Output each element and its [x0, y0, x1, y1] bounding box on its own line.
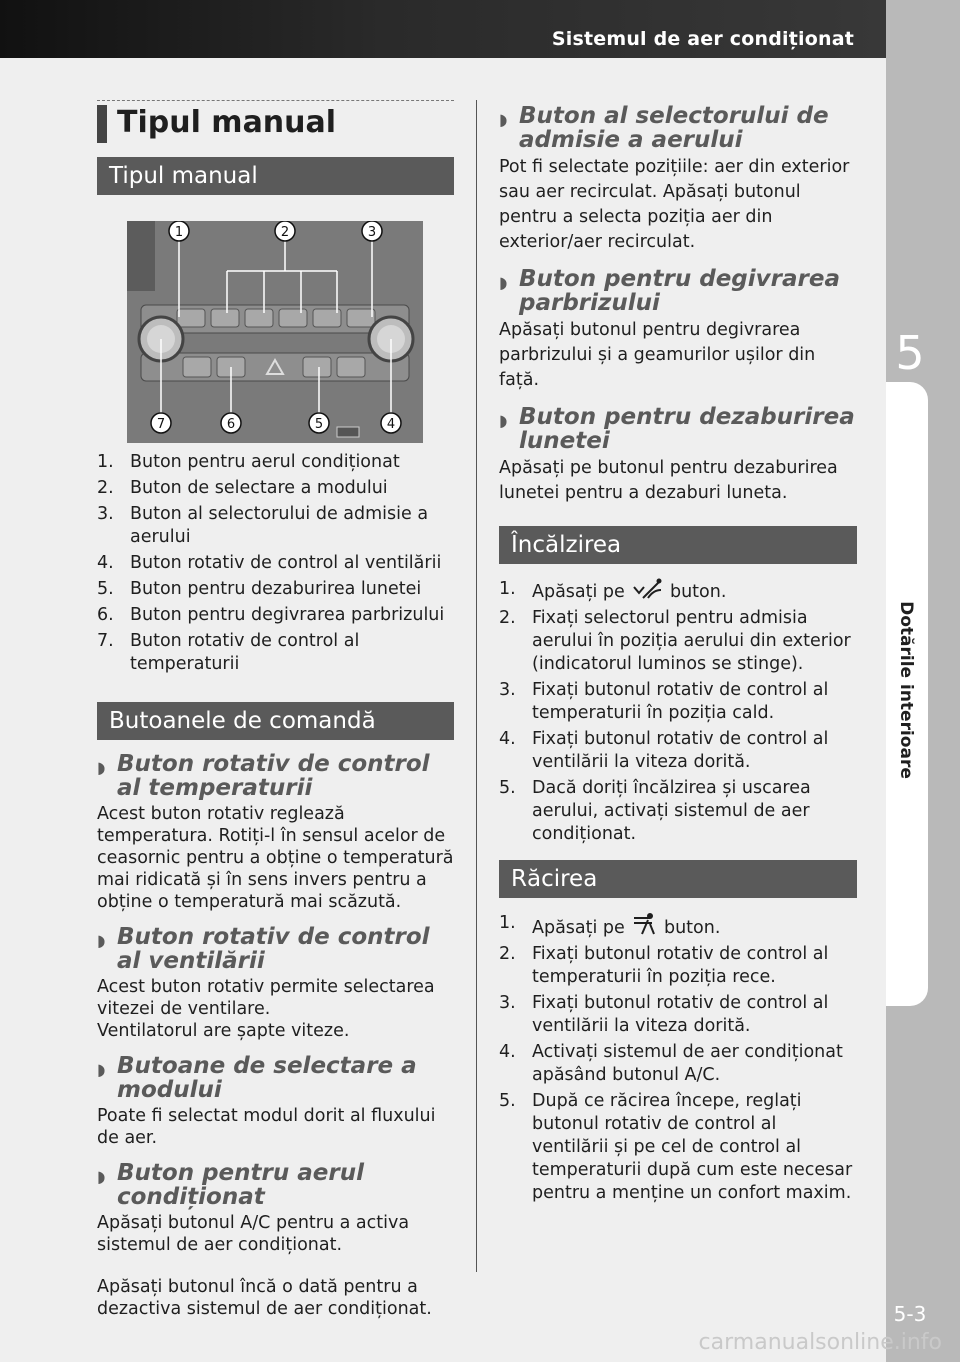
list-item: 5. Buton pentru dezaburirea lunetei: [97, 579, 422, 599]
cooling-steps: [499, 912, 857, 1205]
subsection-mode-buttons: ◗ Butoane de selectare a modului: [97, 1053, 417, 1103]
paragraph: Ventilatorul are șapte viteze.: [97, 1021, 350, 1041]
paragraph: Acest buton rotativ permite selectarea vitezei de ventilare.: [97, 977, 435, 1019]
list-item: 2. Buton de selectare a modului: [97, 478, 388, 498]
list-item: 1. Apăsați pe buton.: [499, 913, 721, 938]
callout-4: 4: [386, 417, 396, 432]
heating-steps: [499, 578, 857, 846]
column-divider: [476, 100, 477, 1272]
subsection-windshield-defrost: ◗ Buton pentru degivrarea parbrizului: [499, 266, 840, 316]
watermark: carmanualsonline.info: [698, 1330, 942, 1355]
section-band-manual-type: Tipul manual: [97, 157, 454, 195]
chevron-right-icon: ◗: [499, 273, 508, 292]
list-item: 1. Apăsați pe buton.: [499, 579, 727, 602]
paragraph: Apăsați butonul încă o dată pentru a dezactiva sistemul de aer condiționat.: [97, 1277, 432, 1319]
callout-3: 3: [367, 225, 377, 240]
list-item: 7. Buton rotativ de control al temperaturii: [97, 631, 360, 674]
subsection-fan-dial: ◗ Buton rotativ de control al ventilării: [97, 924, 430, 974]
section-band-heating: Încălzirea: [499, 526, 857, 564]
subsection-air-intake: ◗ Buton al selectorului de admisie a aerului: [499, 103, 829, 153]
paragraph: Acest buton rotativ reglează temperatura. Rotiți-l în sensul acelor de ceasornic pentru a obține o temperatură mai ridicată și în sens invers pentru a obține o temperatură mai scăzută.: [97, 804, 454, 912]
list-item: 3. Fixați butonul rotativ de control al temperaturii în poziția cald.: [499, 680, 829, 723]
subsection-rear-defogger: ◗ Buton pentru dezaburirea lunetei: [499, 404, 855, 454]
header-title: Sistemul de aer condiționat: [551, 28, 854, 50]
subsection-temperature-dial: ◗ Buton rotativ de control al temperaturii: [97, 751, 430, 801]
left-column: [97, 100, 454, 1320]
title-bar-decoration: [97, 105, 107, 143]
paragraph: Apăsați butonul pentru degivrarea parbrizului și a geamurilor ușilor din față.: [499, 320, 816, 390]
chevron-right-icon: ◗: [499, 110, 508, 129]
list-item: 2. Fixați butonul rotativ de control al temperaturii în poziția rece.: [499, 944, 829, 987]
section-band-controls: Butoanele de comandă: [97, 702, 454, 740]
paragraph: Apăsați pe butonul pentru dezaburirea lunetei pentru a dezaburi luneta.: [499, 458, 838, 503]
footwell-airflow-icon: [630, 578, 664, 600]
callout-7: 7: [156, 417, 166, 432]
paragraph: Pot fi selectate pozițiile: aer din exterior sau aer recirculat. Apăsați butonul pentru a selecta poziția aer din exterior/aer recirculat.: [499, 157, 850, 252]
chapter-label: Dotările interioare: [896, 601, 916, 779]
list-item: 3. Buton al selectorului de admisie a aerului: [97, 504, 429, 547]
chevron-right-icon: ◗: [97, 931, 106, 950]
list-item: 4. Activați sistemul de aer condiționat apăsând butonul A/C.: [499, 1042, 843, 1085]
chevron-right-icon: ◗: [97, 1167, 106, 1186]
callout-5: 5: [314, 417, 324, 432]
callout-6: 6: [226, 417, 236, 432]
paragraph: Poate fi selectat modul dorit al fluxului de aer.: [97, 1106, 436, 1148]
main-title-text: Tipul manual: [117, 105, 337, 140]
callout-2: 2: [280, 225, 290, 240]
list-item: 4. Buton rotativ de control al ventilării: [97, 553, 442, 573]
page-header: [0, 0, 960, 58]
paragraph: Apăsați butonul A/C pentru a activa sistemul de aer condiționat.: [97, 1213, 410, 1255]
callout-1: 1: [174, 225, 184, 240]
chevron-right-icon: ◗: [97, 758, 106, 777]
list-item: 1. Buton pentru aerul condiționat: [97, 452, 400, 472]
face-airflow-icon: [630, 912, 658, 936]
list-item: 4. Fixați butonul rotativ de control al ventilării la viteza dorită.: [499, 729, 829, 772]
list-item: 2. Fixați selectorul pentru admisia aerului în poziția aerului din exterior (indicatorul luminos se stinge).: [499, 608, 851, 674]
right-column: [499, 102, 857, 1208]
climate-panel-illustration: [127, 221, 423, 443]
climate-control-panel-figure: [127, 221, 423, 443]
chapter-number: 5: [895, 326, 925, 380]
chevron-right-icon: ◗: [499, 411, 508, 430]
section-band-cooling: Răcirea: [499, 860, 857, 898]
page-number: 5-3: [893, 1302, 927, 1326]
list-item: 6. Buton pentru degivrarea parbrizului: [97, 605, 445, 625]
component-list: [97, 451, 454, 676]
list-item: 5. După ce răcirea începe, reglați butonul rotativ de control al ventilării și pe cel de control al temperaturii după cum este necesar pentru a menține un confort maxim.: [499, 1091, 853, 1203]
list-item: 5. Dacă doriți încălzirea și uscarea aerului, activați sistemul de aer condiționat.: [499, 778, 811, 844]
main-title: [97, 100, 454, 149]
chevron-right-icon: ◗: [97, 1060, 106, 1079]
list-item: 3. Fixați butonul rotativ de control al ventilării la viteza dorită.: [499, 993, 829, 1036]
subsection-ac-button: ◗ Buton pentru aerul condiționat: [97, 1160, 364, 1210]
